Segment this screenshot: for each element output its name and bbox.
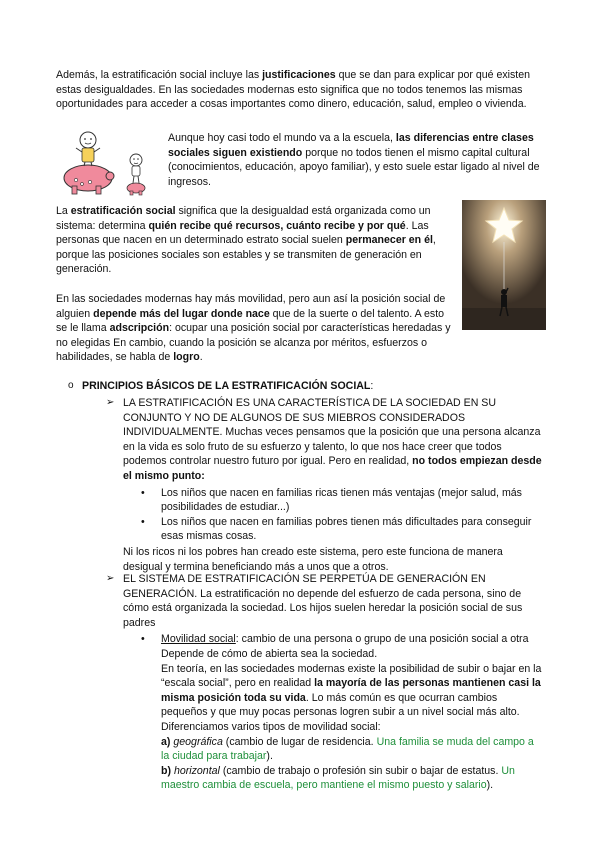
principle-2-block bbox=[106, 572, 543, 793]
estratificacion-definition-paragraph bbox=[56, 204, 454, 277]
text-run: significa que la desigualdad está organizada como un sistema: determina bbox=[56, 205, 431, 232]
text-run: La estratificación no depende del esfuerzo de cada persona, sino de cómo está organizada la sociedad. Los hijos suelen heredar la posición social de sus padres bbox=[123, 587, 523, 629]
text-run: ). bbox=[266, 750, 273, 763]
text-run: En las sociedades modernas hay más movilidad, pero aun así la posición social de alguien bbox=[56, 293, 446, 320]
intro-paragraph bbox=[56, 68, 546, 112]
movilidad-definition bbox=[161, 632, 543, 661]
principle-1-paragraph bbox=[123, 396, 543, 484]
movilidad-tipos-intro: Diferenciamos varios tipos de movilidad social: bbox=[161, 720, 381, 733]
principle-2-title: EL SISTEMA DE ESTRATIFICACIÓN SE PERPETÚA DE GENERACIÓN EN GENERACIÓN. bbox=[123, 573, 486, 600]
text-run: que se dan para explicar por qué existen estas desigualdades. En las sociedades modernas esto significa que no todos tenemos las mismas oportunidades para acceder a cosas importantes como dinero, educación, salud, empleo o vivienda. bbox=[56, 69, 531, 111]
movilidad-label: Movilidad social bbox=[161, 633, 236, 646]
list-item: • Los niños que nacen en familias pobres tienen más dificultades para conseguir esas mismas cosas. bbox=[161, 515, 543, 544]
bold-run: adscripción bbox=[109, 322, 170, 335]
principle-1-block bbox=[106, 396, 543, 574]
bold-run: quién recibe qué recursos, cuánto recibe y por qué bbox=[148, 219, 406, 232]
bold-run: no todos empiezan desde el mismo punto: bbox=[123, 455, 542, 482]
principle-1-title: LA ESTRATIFICACIÓN ES UNA CARACTERÍSTICA DE LA SOCIEDAD EN SU CONJUNTO Y NO DE ALGUNOS DE SUS MIEBROS CONSIDERADOS INDIVIDUALMENTE. bbox=[123, 397, 497, 439]
movilidad-teoria bbox=[161, 662, 543, 720]
bold-run: justificaciones bbox=[262, 69, 336, 81]
piggy-bank-cartoon-illustration bbox=[56, 128, 164, 198]
text-run: (cambio de lugar de residencia. bbox=[222, 735, 377, 748]
bold-run: las diferencias entre clases sociales siguen existiendo bbox=[168, 132, 534, 159]
circle-bullet-marker: o bbox=[68, 380, 74, 391]
text-run: : bbox=[370, 380, 374, 392]
adscripcion-paragraph bbox=[56, 292, 454, 365]
text-run: Además, la estratificación social incluye las bbox=[56, 69, 263, 81]
text-run: porque no todos tienen el mismo capital cultural (conocimientos, educación, apoyo familiar), y esto suele estar ligado al nivel de ingresos. bbox=[168, 146, 540, 188]
text-run: ). bbox=[486, 779, 494, 792]
text-run: que de la suerte o del talento. A esto se le llama bbox=[56, 307, 445, 335]
arrow-bullet-icon: ➢ bbox=[106, 573, 115, 584]
text-run: : cambio de una persona o grupo de una posición social a otra Depende de cómo de abierta sea la sociedad. bbox=[161, 633, 529, 660]
text-run: . Las personas que nacen en un determinado estrato social suelen bbox=[56, 219, 429, 247]
movilidad-type-geografica bbox=[161, 735, 543, 764]
text-run: . bbox=[199, 351, 203, 364]
green-example-text: Una familia se muda del campo a la ciudad para trabajar bbox=[161, 735, 534, 763]
principle-1-closing: Ni los ricos ni los pobres han creado este sistema, pero este funciona de manera desigual y termina beneficiando más a unos que a otros. bbox=[123, 545, 503, 573]
list-marker: a) bbox=[161, 735, 171, 748]
text-run: La bbox=[56, 205, 71, 217]
capital-cultural-paragraph bbox=[168, 131, 543, 189]
bold-run: logro bbox=[173, 351, 200, 364]
text-run: , porque las posiciones sociales son estables y se transmiten de generación en generación. bbox=[56, 234, 436, 276]
text-run: Muchas veces pensamos que la posición que una persona alcanza en la vida es solo fruto de su esfuerzo y talento, lo que nos hace creer que todos podemos controlar nuestro futuro por igual. Pero en realidad, bbox=[123, 426, 541, 468]
type-name: horizontal bbox=[173, 764, 220, 777]
list-item: • Los niños que nacen en familias ricas tienen más ventajas (mejor salud, más posibilidades de estudiar...) bbox=[161, 486, 543, 515]
text-run: : ocupar una posición social por características heredadas y no elegidas En cambio, cuando la posición se alcanza por méritos, esfuerzos o habilidades, se habla de bbox=[56, 322, 451, 364]
principle-2-paragraph bbox=[123, 572, 543, 630]
bold-run: estratificación social bbox=[70, 205, 176, 217]
section-heading bbox=[68, 379, 542, 394]
type-name: geográfica bbox=[173, 735, 223, 748]
list-marker: b) bbox=[161, 764, 171, 777]
text-run: En teoría, en las sociedades modernas existe la posibilidad de subir o bajar en la “escala social”, pero en realidad bbox=[161, 662, 542, 690]
movilidad-social-item bbox=[161, 632, 543, 793]
movilidad-type-horizontal bbox=[161, 764, 543, 793]
bold-run: la mayoría de las personas mantienen casi la misma posición toda su vida bbox=[161, 677, 541, 704]
section-title: PRINCIPIOS BÁSICOS DE LA ESTRATIFICACIÓN SOCIAL bbox=[82, 380, 371, 392]
bold-run: permanecer en él bbox=[345, 234, 433, 247]
text-run: Aunque hoy casi todo el mundo va a la escuela, bbox=[168, 132, 396, 144]
text-run: (cambio de trabajo o profesión sin subir o bajar de estatus. bbox=[219, 764, 502, 777]
text-run: . Lo más común es que ocurran cambios pequeños y que muy pocas personas logren subir a un nivel social más alto. bbox=[161, 691, 520, 719]
star-photo-image bbox=[462, 200, 546, 330]
green-example-text: Un maestro cambia de escuela, pero mantiene el mismo puesto y salario bbox=[161, 764, 515, 792]
principle-1-bullet-list bbox=[161, 486, 543, 544]
arrow-bullet-icon: ➢ bbox=[106, 397, 115, 408]
bold-run: depende más del lugar donde nace bbox=[93, 307, 270, 320]
